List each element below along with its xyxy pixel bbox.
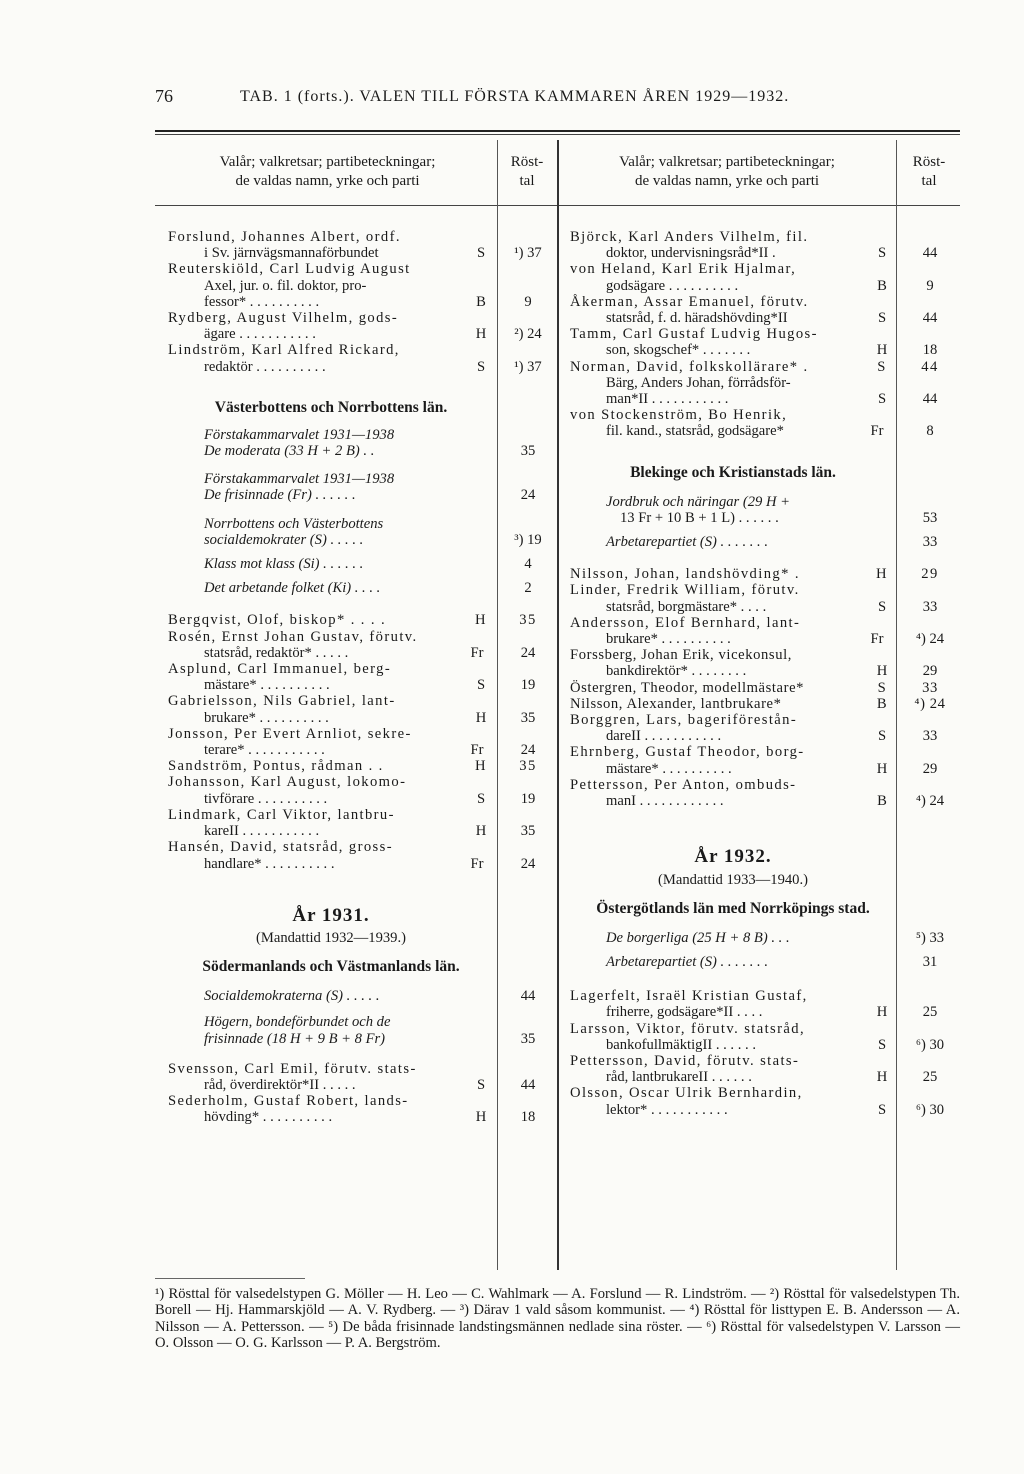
list-line: Jordbruk och näringar (29 H + — [606, 493, 791, 510]
party-code: H — [876, 663, 888, 680]
running-title: TAB. 1 (forts.). VALEN TILL FÖRSTA KAMMAREN ÅREN 1929—1932. — [240, 88, 790, 105]
entry-line: Rosén, Ernst Johan Gustav, förutv. — [168, 628, 418, 645]
entry-line — [168, 742, 556, 758]
entry-text: brukare* . . . . . . . . . . — [606, 631, 731, 648]
party-code: S — [476, 790, 486, 807]
entry-line — [168, 758, 556, 774]
vote-count: 35 — [520, 709, 536, 726]
party-code: B — [476, 293, 486, 310]
entry-line — [570, 1037, 960, 1053]
list-line — [570, 954, 960, 970]
entry-line — [168, 245, 556, 261]
entry-line: Borggren, Lars, bageriförestån- — [570, 712, 798, 729]
vote-count: 44 — [922, 245, 938, 262]
entry-text: Nilsson, Johan, landshövding* . — [570, 566, 800, 583]
vote-count: 53 — [922, 509, 938, 526]
entry-line: Hansén, David, statsråd, gross- — [168, 839, 393, 856]
vote-count: ⁴) 24 — [915, 793, 945, 810]
party-code: H — [876, 566, 888, 583]
vote-count: 4 — [524, 556, 532, 573]
entry-line — [570, 696, 960, 712]
entry-line: Johansson, Karl August, lokomo- — [168, 774, 407, 791]
entry-text: man*II . . . . . . . . . . . — [606, 391, 729, 408]
entry-line — [168, 1109, 556, 1125]
party-code: Fr — [870, 423, 884, 440]
entry-text: Bergqvist, Olof, biskop* . . . . — [168, 612, 387, 629]
entry-line — [570, 1004, 960, 1020]
entry-line — [168, 294, 556, 310]
entry-line — [168, 710, 556, 726]
list-text: Arbetarepartiet (S) . . . . . . . — [606, 534, 768, 551]
list-text: De frisinnade (Fr) . . . . . . — [204, 487, 356, 504]
entry-line — [570, 761, 960, 777]
entry-line: Björck, Karl Anders Vilhelm, fil. — [570, 229, 809, 245]
list-text: Arbetarepartiet (S) . . . . . . . — [606, 953, 768, 970]
right-header-line-1: Valår; valkretsar; partibeteckningar; — [619, 154, 835, 170]
entry-line: Lagerfelt, Israël Kristian Gustaf, — [570, 988, 808, 1005]
entry-line — [570, 359, 960, 375]
left-votes-header-line-1: Röst- — [510, 154, 544, 170]
vote-count: 29 — [922, 663, 938, 680]
party-code: H — [475, 326, 487, 343]
party-code: S — [877, 598, 887, 615]
entry-text: terare* . . . . . . . . . . . — [204, 742, 325, 759]
constituency-heading: Östergötlands län med Norrköpings stad. — [596, 899, 870, 917]
entry-text: redaktör . . . . . . . . . . — [204, 358, 326, 375]
entry-line: Tamm, Carl Gustaf Ludvig Hugos- — [570, 326, 818, 343]
list-line — [168, 988, 556, 1004]
right-column — [570, 229, 960, 1118]
list-line — [168, 532, 556, 548]
entry-text: ägare . . . . . . . . . . . — [204, 326, 316, 343]
party-code: B — [877, 793, 887, 810]
party-code: H — [475, 612, 487, 629]
vote-count: 33 — [922, 679, 938, 696]
vote-count: 24 — [520, 644, 536, 661]
vote-count: 2 — [524, 580, 532, 597]
constituency-heading: Västerbottens och Norrbottens län. — [214, 398, 448, 416]
party-code: Fr — [470, 855, 484, 872]
entry-text: fil. kand., statsråd, godsägare* — [606, 423, 784, 440]
entry-text: Sandström, Pontus, rådman . . — [168, 758, 384, 775]
entry-text: manI . . . . . . . . . . . . — [606, 793, 724, 810]
footnotes: ¹) Rösttal för valsedelstypen G. Möller — H. Leo — C. Wahlmark — A. Forslund — R. Lindström. — ²) Rösttal för valsedelstypen Th. Borell — Hj. Hammarskjöld — A. V. Rydberg. — ³) Därav 1 vald såsom kommunist. — ⁴) Rösttal för listtypen E. B. Andersson — A. Nilsson — A. Pettersson. — ⁵) De båda frisinnade landstingsmännen nedlade sina röster. — ⁶) Rösttal för valsedelstypen V. Larsson — O. Olsson — O. G. Karlsson — P. A. Bergström. — [155, 1286, 960, 1352]
entry-line: Andersson, Elof Bernhard, lant- — [570, 614, 801, 631]
entry-text: dareII . . . . . . . . . . . — [606, 728, 722, 745]
vote-count: 25 — [922, 1004, 938, 1021]
entry-text: Östergren, Theodor, modellmästare* — [570, 679, 805, 696]
entry-text: bankdirektör* . . . . . . . . — [606, 663, 747, 680]
right-votes-header-line-1: Röst- — [912, 154, 946, 170]
party-code: Fr — [870, 631, 884, 648]
party-code: S — [877, 679, 887, 696]
entry-text: doktor, undervisningsråd*II . — [606, 245, 776, 262]
entry-line: Svensson, Carl Emil, förutv. stats- — [168, 1060, 417, 1077]
entry-text: råd, lantbrukareII . . . . . . — [606, 1069, 752, 1086]
party-code: S — [877, 391, 887, 408]
left-column-header — [160, 153, 495, 191]
right-column-header — [560, 153, 894, 191]
entry-text: lektor* . . . . . . . . . . . — [606, 1101, 728, 1118]
vote-count: 31 — [922, 953, 938, 970]
entry-line: Jonsson, Per Evert Arnliot, sekre- — [168, 725, 412, 742]
entry-line: Gabrielsson, Nils Gabriel, lant- — [168, 693, 396, 710]
constituency-heading: Blekinge och Kristianstads län. — [630, 463, 836, 481]
entry-line: Reuterskiöld, Carl Ludvig August — [168, 261, 411, 278]
list-text: socialdemokrater (S) . . . . . — [204, 531, 364, 548]
year-heading: År 1932. — [694, 846, 772, 868]
entry-line: Lindström, Karl Alfred Rickard, — [168, 342, 400, 359]
entry-line — [168, 645, 556, 661]
list-line — [168, 443, 556, 459]
list-line: Norrbottens och Västerbottens — [204, 515, 384, 532]
entry-text: mästare* . . . . . . . . . . — [606, 760, 732, 777]
entry-text: tivförare . . . . . . . . . . — [204, 790, 328, 807]
vote-count: 9 — [524, 293, 532, 310]
entry-line — [168, 1077, 556, 1093]
entry-line: Forssberg, Johan Erik, vicekonsul, — [570, 647, 792, 664]
entry-line — [570, 423, 960, 439]
party-code: B — [877, 277, 887, 294]
vote-count: 25 — [922, 1069, 938, 1086]
entry-line: von Stockenström, Bo Henrik, — [570, 407, 788, 424]
entry-line — [570, 1102, 960, 1118]
party-code: S — [877, 310, 887, 327]
entry-text: hövding* . . . . . . . . . . — [204, 1109, 333, 1126]
column-divider — [557, 140, 559, 1270]
entry-line — [168, 326, 556, 342]
entry-line — [570, 631, 960, 647]
list-text: frisinnade (18 H + 9 B + 8 Fr) — [204, 1030, 386, 1047]
vote-count: 33 — [922, 598, 938, 615]
party-code: H — [876, 760, 888, 777]
party-code: S — [877, 728, 887, 745]
vote-count: 44 — [921, 358, 939, 375]
entry-line — [570, 566, 960, 582]
entry-line: Larsson, Viktor, förutv. statsråd, — [570, 1020, 806, 1037]
entry-line — [570, 310, 960, 326]
entry-line — [570, 663, 960, 679]
table-top-rule — [155, 130, 960, 132]
right-votes-header-line-2: tal — [921, 173, 937, 189]
list-line — [168, 556, 556, 572]
party-code: S — [476, 677, 486, 694]
list-line: Förstakammarvalet 1931—1938 — [204, 426, 395, 443]
vote-count: 35 — [519, 612, 537, 629]
entry-text: Norman, David, folkskollärare* . — [570, 358, 809, 375]
party-code: S — [476, 358, 486, 375]
left-column — [168, 229, 556, 1126]
left-header-line-1: Valår; valkretsar; partibeteckningar; — [219, 154, 436, 170]
party-code: H — [876, 1004, 888, 1021]
entry-line — [570, 1069, 960, 1085]
entry-line — [168, 677, 556, 693]
party-code: S — [877, 1036, 887, 1053]
entry-line — [570, 342, 960, 358]
vote-count: 35 — [520, 823, 536, 840]
entry-text: statsråd, redaktör* . . . . . — [204, 644, 349, 661]
party-code: H — [475, 709, 487, 726]
vote-count: 35 — [520, 443, 536, 460]
entry-line: Åkerman, Assar Emanuel, förutv. — [570, 293, 809, 310]
vote-count: 44 — [922, 310, 938, 327]
entry-text: råd, överdirektör*II . . . . . — [204, 1076, 356, 1093]
vote-count: 44 — [922, 391, 938, 408]
party-code: Fr — [470, 644, 484, 661]
entry-line — [570, 245, 960, 261]
entry-line: Olsson, Oscar Ulrik Bernhardin, — [570, 1085, 803, 1102]
vote-count: 33 — [922, 728, 938, 745]
list-line: Förstakammarvalet 1931—1938 — [204, 471, 395, 488]
vote-count: 35 — [520, 1030, 536, 1047]
entry-line: Rydberg, August Vilhelm, gods- — [168, 310, 399, 327]
vote-count: ²) 24 — [514, 326, 542, 343]
party-code: S — [877, 1101, 887, 1118]
vote-count: 8 — [926, 423, 934, 440]
entry-text: statsråd, f. d. häradshövding*II — [606, 310, 788, 327]
entry-line: Pettersson, Per Anton, ombuds- — [570, 776, 797, 793]
party-code: S — [476, 1076, 486, 1093]
party-code: S — [877, 245, 887, 262]
left-votes-header-line-2: tal — [519, 173, 535, 189]
year-heading: År 1931. — [292, 904, 370, 926]
entry-text: statsråd, borgmästare* . . . . — [606, 598, 767, 615]
vote-count: 9 — [926, 277, 934, 294]
vote-count: 18 — [922, 342, 938, 359]
list-text: Socialdemokraterna (S) . . . . . — [204, 988, 380, 1005]
party-code: S — [476, 245, 486, 262]
entry-text: mästare* . . . . . . . . . . — [204, 677, 330, 694]
party-code: H — [876, 1069, 888, 1086]
entry-line: von Heland, Karl Erik Hjalmar, — [570, 261, 797, 278]
vote-count: ³) 19 — [514, 531, 542, 548]
vote-count: ⁴) 24 — [915, 631, 945, 648]
vote-count: 18 — [520, 1109, 536, 1126]
vote-count: 33 — [922, 534, 938, 551]
vote-count: ⁶) 30 — [915, 1101, 945, 1118]
party-code: H — [876, 342, 888, 359]
vote-count: ¹) 37 — [514, 245, 542, 262]
right-header-line-2: de valdas namn, yrke och parti — [634, 173, 820, 189]
entry-line: Sederholm, Gustaf Robert, lands- — [168, 1093, 409, 1110]
entry-text: godsägare . . . . . . . . . . — [606, 277, 739, 294]
entry-line: Ehrnberg, Gustaf Theodor, borg- — [570, 744, 805, 761]
entry-line: Axel, jur. o. fil. doktor, pro- — [204, 277, 367, 294]
vote-count: 35 — [519, 758, 537, 775]
entry-line — [168, 612, 556, 628]
vote-count: ⁵) 33 — [915, 929, 945, 946]
mandate-period: (Mandattid 1933—1940.) — [658, 871, 808, 888]
entry-line — [570, 793, 960, 809]
entry-line — [570, 680, 960, 696]
vote-count: 29 — [921, 566, 939, 583]
vote-count: 44 — [520, 988, 536, 1005]
list-line — [570, 930, 960, 946]
entry-text: bankofullmäktigII . . . . . . — [606, 1036, 756, 1053]
party-code: B — [876, 695, 888, 712]
entry-line — [570, 278, 960, 294]
mandate-period: (Mandattid 1932—1939.) — [256, 929, 406, 946]
list-line — [570, 510, 960, 526]
entry-text: Nilsson, Alexander, lantbrukare* — [570, 695, 782, 712]
table-top-rule-thin — [155, 134, 960, 135]
entry-line — [570, 391, 960, 407]
constituency-heading: Södermanlands och Västmanlands län. — [202, 958, 460, 976]
entry-line: Linder, Fredrik William, förutv. — [570, 582, 800, 599]
list-line — [168, 580, 556, 596]
vote-count: 24 — [520, 855, 536, 872]
entry-line: Lindmark, Carl Viktor, lantbru- — [168, 806, 395, 823]
entry-text: friherre, godsägare*II . . . . — [606, 1004, 763, 1021]
entry-line — [570, 599, 960, 615]
entry-text: fessor* . . . . . . . . . . — [204, 293, 320, 310]
list-text: Det arbetande folket (Ki) . . . . — [204, 580, 381, 597]
vote-count: ⁶) 30 — [915, 1036, 945, 1053]
entry-line — [168, 856, 556, 872]
list-text: De borgerliga (25 H + 8 B) . . . — [606, 929, 790, 946]
list-line — [570, 534, 960, 550]
vote-count: 24 — [520, 742, 536, 759]
entry-line: Asplund, Carl Immanuel, berg- — [168, 661, 392, 678]
vote-count: 24 — [520, 487, 536, 504]
entry-line: Bärg, Anders Johan, förrådsför- — [606, 374, 791, 391]
footnote-divider — [155, 1278, 305, 1279]
vote-count: 19 — [520, 677, 536, 694]
vote-count: 29 — [922, 760, 938, 777]
left-votes-header — [499, 153, 555, 191]
entry-line: Forslund, Johannes Albert, ordf. — [168, 229, 401, 245]
vote-count: 19 — [520, 790, 536, 807]
left-header-line-2: de valdas namn, yrke och parti — [235, 173, 420, 189]
page-number: 76 — [155, 86, 173, 106]
vote-count: ⁴) 24 — [914, 695, 946, 712]
entry-text: brukare* . . . . . . . . . . — [204, 709, 329, 726]
party-code: H — [475, 823, 487, 840]
entry-line — [570, 728, 960, 744]
entry-text: kareII . . . . . . . . . . . — [204, 823, 320, 840]
list-text: 13 Fr + 10 B + 1 L) . . . . . . — [620, 509, 779, 526]
party-code: Fr — [470, 742, 484, 759]
list-text: Klass mot klass (Si) . . . . . . — [204, 556, 364, 573]
entry-text: son, skogschef* . . . . . . . — [606, 342, 751, 359]
party-code: H — [475, 1109, 487, 1126]
entry-text: handlare* . . . . . . . . . . — [204, 855, 335, 872]
vote-count: ¹) 37 — [514, 358, 542, 375]
entry-line — [168, 823, 556, 839]
list-line — [168, 1031, 556, 1047]
list-text: De moderata (33 H + 2 B) . . — [204, 443, 375, 460]
entry-line — [168, 359, 556, 375]
vote-count: 44 — [520, 1076, 536, 1093]
entry-line — [168, 791, 556, 807]
party-code: S — [877, 358, 887, 375]
entry-text: i Sv. järnvägsmannaförbundet — [204, 245, 379, 262]
list-line — [168, 487, 556, 503]
entry-line: Pettersson, David, förutv. stats- — [570, 1052, 800, 1069]
right-votes-header — [898, 153, 960, 191]
list-line: Högern, bondeförbundet och de — [204, 1014, 391, 1031]
party-code: H — [475, 758, 487, 775]
